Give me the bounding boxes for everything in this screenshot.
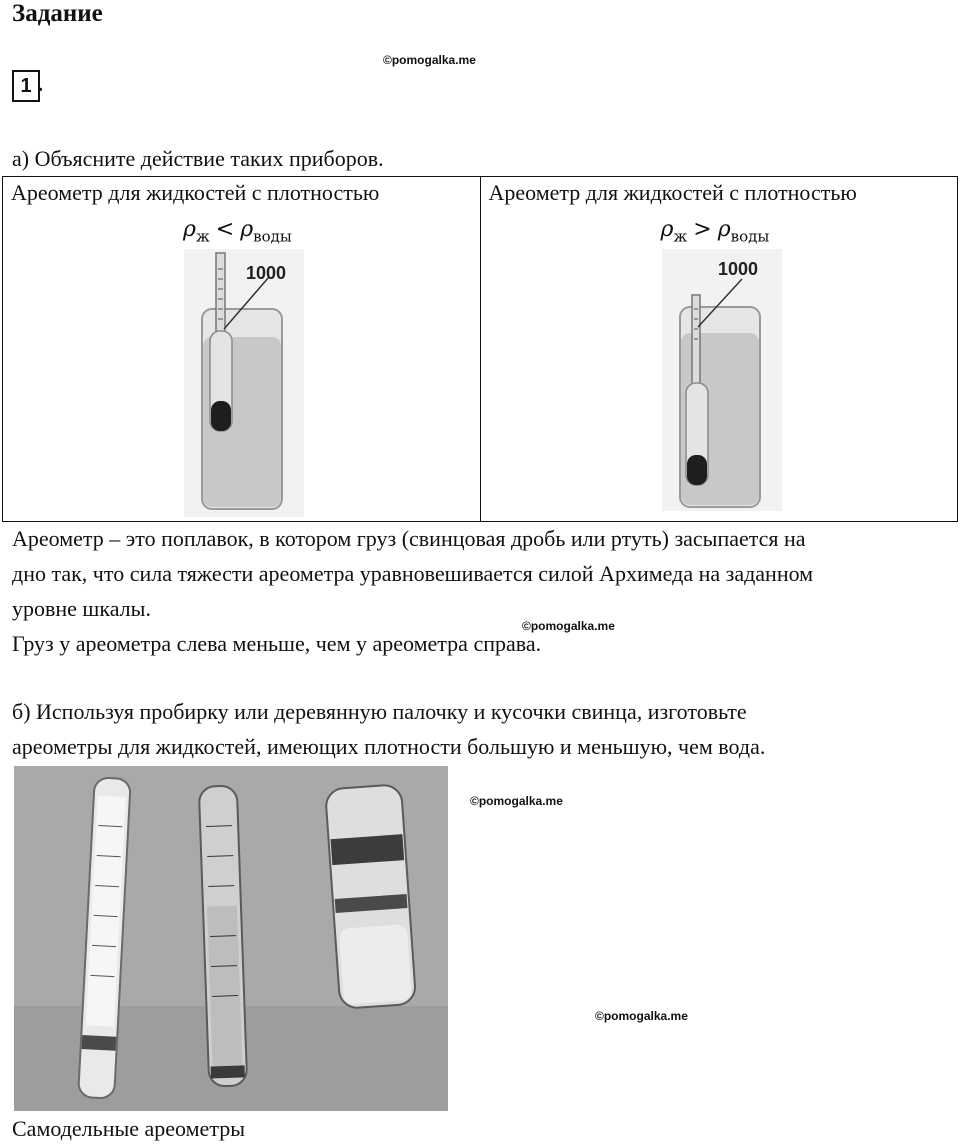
right-cell-label: Ареометр для жидкостей с плотностью bbox=[488, 180, 857, 205]
homemade-hydrometers-photo bbox=[14, 766, 448, 1111]
answer-line-4: Груз у ареометра слева меньше, чем у ареометра справа. bbox=[12, 631, 542, 656]
right-scale-label: 1000 bbox=[717, 259, 758, 279]
left-scale-label: 1000 bbox=[246, 263, 287, 283]
task-number-dot: . bbox=[38, 74, 43, 96]
answer-line-2: дно так, что сила тяжести ареометра уравновешивается силой Архимеда на заданном bbox=[12, 561, 814, 586]
hydrometer-light-image bbox=[184, 249, 304, 517]
answer-a bbox=[12, 521, 813, 661]
photo-caption: Самодельные ареометры bbox=[12, 1116, 245, 1141]
left-cell-label: Ареометр для жидкостей с плотностью bbox=[11, 180, 380, 205]
hydrometer-table bbox=[2, 176, 958, 522]
left-formula: $\rho_ж < \rho_{воды}$ bbox=[183, 217, 292, 246]
answer-line-3: уровне шкалы. bbox=[12, 596, 151, 621]
question-b-line-1: б) Используя пробирку или деревянную палочку и кусочки свинца, изготовьте bbox=[12, 699, 747, 724]
task-number: 1 bbox=[12, 70, 40, 102]
left-cell bbox=[3, 177, 481, 522]
watermark: ©pomogalka.me bbox=[522, 619, 615, 633]
watermark: ©pomogalka.me bbox=[595, 1009, 688, 1023]
answer-line-1: Ареометр – это поплавок, в котором груз (свинцовая дробь или ртуть) засыпается на bbox=[12, 526, 806, 551]
question-a: а) Объясните действие таких приборов. bbox=[12, 146, 384, 171]
page-title: Задание bbox=[12, 0, 103, 27]
watermark: ©pomogalka.me bbox=[470, 794, 563, 808]
right-cell bbox=[480, 177, 958, 522]
question-b bbox=[12, 694, 765, 764]
hydrometer-heavy-image bbox=[662, 249, 782, 511]
right-formula: $\rho_ж > \rho_{воды}$ bbox=[660, 217, 770, 246]
watermark: ©pomogalka.me bbox=[383, 53, 476, 67]
question-b-line-2: ареометры для жидкостей, имеющих плотности большую и меньшую, чем вода. bbox=[12, 734, 766, 759]
